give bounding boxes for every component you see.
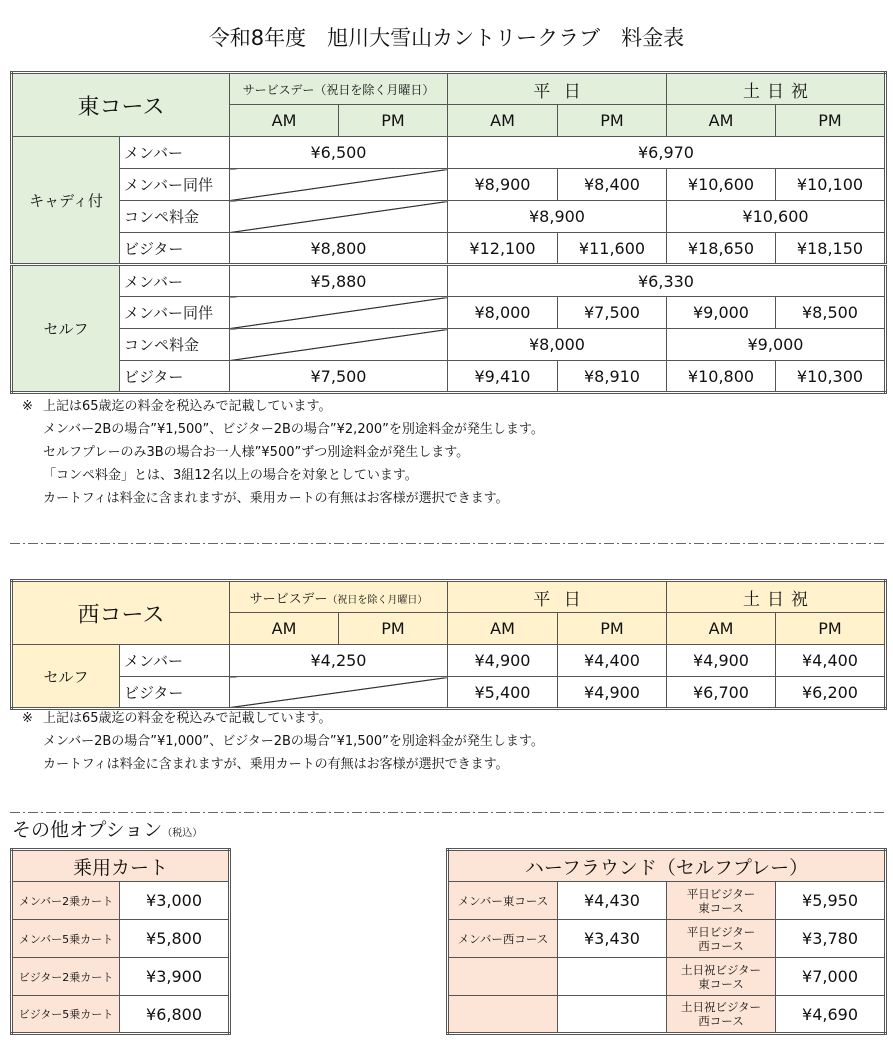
east-caddie-member-label: メンバー: [120, 137, 230, 169]
west-holiday-header: 土日祝: [667, 581, 886, 613]
east-caddie-visitor-weekday-pm-fee: ¥11,600: [558, 233, 667, 265]
east-caddie-member-service-day-fee: ¥6,500: [230, 137, 448, 169]
cart-fee-table: [10, 848, 231, 1035]
west-self-member-weekday-am-fee: ¥4,900: [448, 645, 558, 677]
east-weekday-am-header: AM: [448, 105, 558, 137]
east-holiday-am-header: AM: [667, 105, 776, 137]
empty-label-cell: [448, 996, 558, 1034]
east-self-visitor-weekday-am-fee: ¥9,410: [448, 361, 558, 393]
west-service-day-am-header: AM: [230, 613, 339, 645]
cart-option-label: メンバー2乗カート: [12, 882, 120, 920]
half-visitor-label-course: 西コース: [698, 938, 744, 953]
half-visitor-price: ¥4,690: [776, 996, 886, 1034]
east-self-visitor-label: ビジター: [120, 361, 230, 393]
cart-table-title: 乗用カート: [12, 850, 230, 882]
east-self-member-service-day-fee: ¥5,880: [230, 265, 448, 297]
east-weekday-pm-header: PM: [558, 105, 667, 137]
half-visitor-price: ¥7,000: [776, 958, 886, 996]
east-self-member-label: メンバー: [120, 265, 230, 297]
west-holiday-am-header: AM: [667, 613, 776, 645]
east-self-member-guest-weekday-pm-fee: ¥7,500: [558, 297, 667, 329]
half-visitor-label-course: 西コース: [698, 1014, 744, 1028]
empty-price-cell: [558, 996, 667, 1034]
west-notes: [0, 707, 893, 776]
west-weekday-pm-header: PM: [558, 613, 667, 645]
east-service-day-am-header: AM: [230, 105, 339, 137]
east-self-group-label: セルフ: [12, 265, 120, 393]
west-self-member-service-day-fee: ¥4,250: [230, 645, 448, 677]
cart-option-label: ビジター5乗カート: [12, 996, 120, 1034]
east-self-visitor-weekday-pm-fee: ¥8,910: [558, 361, 667, 393]
east-self-member-weekday-holiday-fee: ¥6,330: [448, 265, 886, 297]
west-note-line: カートフィは料金に含まれますが、乗用カートの有無はお客様が選択できます。: [43, 757, 509, 772]
half-visitor-label-course: 東コース: [698, 976, 744, 991]
half-visitor-label-day: 土日祝ビジター: [680, 1000, 762, 1014]
empty-label-cell: [448, 958, 558, 996]
options-heading-label: その他オプション: [12, 819, 163, 841]
cart-option-price: ¥3,000: [120, 882, 230, 920]
half-visitor-price: ¥3,780: [776, 920, 886, 958]
west-note-line: メンバー2Bの場合”¥1,000”、ビジター2Bの場合”¥1,500”を別途料金が発生します。: [43, 734, 544, 749]
east-caddie-visitor-holiday-pm-fee: ¥18,150: [776, 233, 886, 265]
east-self-member-guest-holiday-pm-fee: ¥8,500: [776, 297, 886, 329]
east-caddie-member-guest-weekday-pm-fee: ¥8,400: [558, 169, 667, 201]
note-mark: ※: [22, 399, 33, 414]
west-weekday-am-header: AM: [448, 613, 558, 645]
east-note-line: カートフィは料金に含まれますが、乗用カートの有無はお客様が選択できます。: [43, 491, 509, 506]
west-self-visitor-weekday-am-fee: ¥5,400: [448, 677, 558, 709]
half-visitor-label: [667, 996, 776, 1034]
not-applicable-cell: [230, 329, 448, 361]
east-caddie-group-label: キャディ付: [12, 137, 120, 265]
east-note-line: 上記は65歳迄の料金を税込みで記載しています。: [43, 399, 332, 414]
options-heading-tax-note: （税込）: [162, 828, 203, 839]
dash-dot-divider: [10, 542, 884, 545]
east-self-member-guest-weekday-am-fee: ¥8,000: [448, 297, 558, 329]
east-caddie-competition-weekday-fee: ¥8,900: [448, 201, 667, 233]
service-day-note: （祝日を除く月曜日）: [314, 82, 435, 97]
east-self-competition-label: コンペ料金: [120, 329, 230, 361]
cart-option-label: メンバー5乗カート: [12, 920, 120, 958]
west-self-member-label: メンバー: [120, 645, 230, 677]
dash-dot-divider: [10, 811, 884, 814]
service-day-note: （祝日を除く月曜日）: [327, 594, 428, 606]
west-self-member-holiday-am-fee: ¥4,900: [667, 645, 776, 677]
cart-option-label: ビジター2乗カート: [12, 958, 120, 996]
east-notes: [0, 395, 893, 510]
half-round-fee-table: [446, 848, 887, 1035]
half-visitor-label-day: 土日祝ビジター: [680, 962, 762, 977]
cart-option-price: ¥6,800: [120, 996, 230, 1034]
east-caddie-visitor-service-day-fee: ¥8,800: [230, 233, 448, 265]
east-caddie-member-guest-label: メンバー同伴: [120, 169, 230, 201]
not-applicable-cell: [230, 201, 448, 233]
west-self-member-weekday-pm-fee: ¥4,400: [558, 645, 667, 677]
not-applicable-cell: [230, 297, 448, 329]
east-caddie-member-guest-holiday-am-fee: ¥10,600: [667, 169, 776, 201]
west-self-visitor-holiday-am-fee: ¥6,700: [667, 677, 776, 709]
east-course-label: 東コース: [12, 73, 230, 137]
west-course-fee-table: [10, 579, 887, 710]
west-course-label: 西コース: [12, 581, 230, 645]
page-title: 令和8年度 旭川大雪山カントリークラブ 料金表: [208, 26, 685, 50]
options-heading: [12, 817, 202, 847]
cart-option-price: ¥3,900: [120, 958, 230, 996]
east-service-day-pm-header: PM: [339, 105, 448, 137]
service-day-label: サービスデー: [242, 82, 315, 97]
east-caddie-visitor-holiday-am-fee: ¥18,650: [667, 233, 776, 265]
east-self-visitor-service-day-fee: ¥7,500: [230, 361, 448, 393]
cart-option-price: ¥5,800: [120, 920, 230, 958]
east-self-competition-holiday-fee: ¥9,000: [667, 329, 886, 361]
service-day-label: サービスデー: [249, 591, 328, 607]
west-self-member-holiday-pm-fee: ¥4,400: [776, 645, 886, 677]
empty-price-cell: [558, 958, 667, 996]
not-applicable-cell: [230, 677, 448, 709]
east-holiday-header: 土日祝: [667, 73, 886, 105]
half-visitor-label-course: 東コース: [698, 900, 744, 915]
note-mark: ※: [22, 711, 33, 726]
east-caddie-competition-label: コンペ料金: [120, 201, 230, 233]
west-self-visitor-holiday-pm-fee: ¥6,200: [776, 677, 886, 709]
east-course-fee-table: [10, 71, 887, 394]
east-caddie-member-guest-holiday-pm-fee: ¥10,100: [776, 169, 886, 201]
east-note-line: セルフプレーのみ3Bの場合お一人様”¥500”ずつ別途料金が発生します。: [43, 445, 470, 460]
east-weekday-header: 平 日: [448, 73, 667, 105]
east-caddie-visitor-weekday-am-fee: ¥12,100: [448, 233, 558, 265]
east-self-visitor-holiday-am-fee: ¥10,800: [667, 361, 776, 393]
east-service-day-header: [230, 73, 448, 105]
east-note-line: メンバー2Bの場合”¥1,500”、ビジター2Bの場合”¥2,200”を別途料金が発生します。: [43, 422, 544, 437]
east-note-line: 「コンペ料金」とは、3組12名以上の場合を対象としています。: [43, 468, 418, 483]
east-holiday-pm-header: PM: [776, 105, 886, 137]
west-service-day-header: [230, 581, 448, 613]
east-caddie-member-weekday-holiday-fee: ¥6,970: [448, 137, 886, 169]
west-weekday-header: 平 日: [448, 581, 667, 613]
half-member-label: メンバー西コース: [448, 920, 558, 958]
east-caddie-member-guest-weekday-am-fee: ¥8,900: [448, 169, 558, 201]
half-member-price: ¥3,430: [558, 920, 667, 958]
west-self-visitor-label: ビジター: [120, 677, 230, 709]
half-round-table-title: ハーフラウンド（セルフプレー）: [448, 850, 886, 882]
west-service-day-pm-header: PM: [339, 613, 448, 645]
half-visitor-label: [667, 920, 776, 958]
half-visitor-label: [667, 958, 776, 996]
half-member-price: ¥4,430: [558, 882, 667, 920]
not-applicable-cell: [230, 169, 448, 201]
half-member-label: メンバー東コース: [448, 882, 558, 920]
east-self-visitor-holiday-pm-fee: ¥10,300: [776, 361, 886, 393]
half-visitor-label-day: 平日ビジター: [686, 924, 756, 939]
west-self-visitor-weekday-pm-fee: ¥4,900: [558, 677, 667, 709]
west-holiday-pm-header: PM: [776, 613, 886, 645]
east-caddie-competition-holiday-fee: ¥10,600: [667, 201, 886, 233]
west-self-group-label: セルフ: [12, 645, 120, 709]
half-visitor-label-day: 平日ビジター: [686, 886, 756, 901]
half-visitor-price: ¥5,950: [776, 882, 886, 920]
east-self-member-guest-label: メンバー同伴: [120, 297, 230, 329]
east-caddie-visitor-label: ビジター: [120, 233, 230, 265]
east-self-competition-weekday-fee: ¥8,000: [448, 329, 667, 361]
half-visitor-label: [667, 882, 776, 920]
west-note-line: 上記は65歳迄の料金を税込みで記載しています。: [43, 711, 332, 726]
east-self-member-guest-holiday-am-fee: ¥9,000: [667, 297, 776, 329]
